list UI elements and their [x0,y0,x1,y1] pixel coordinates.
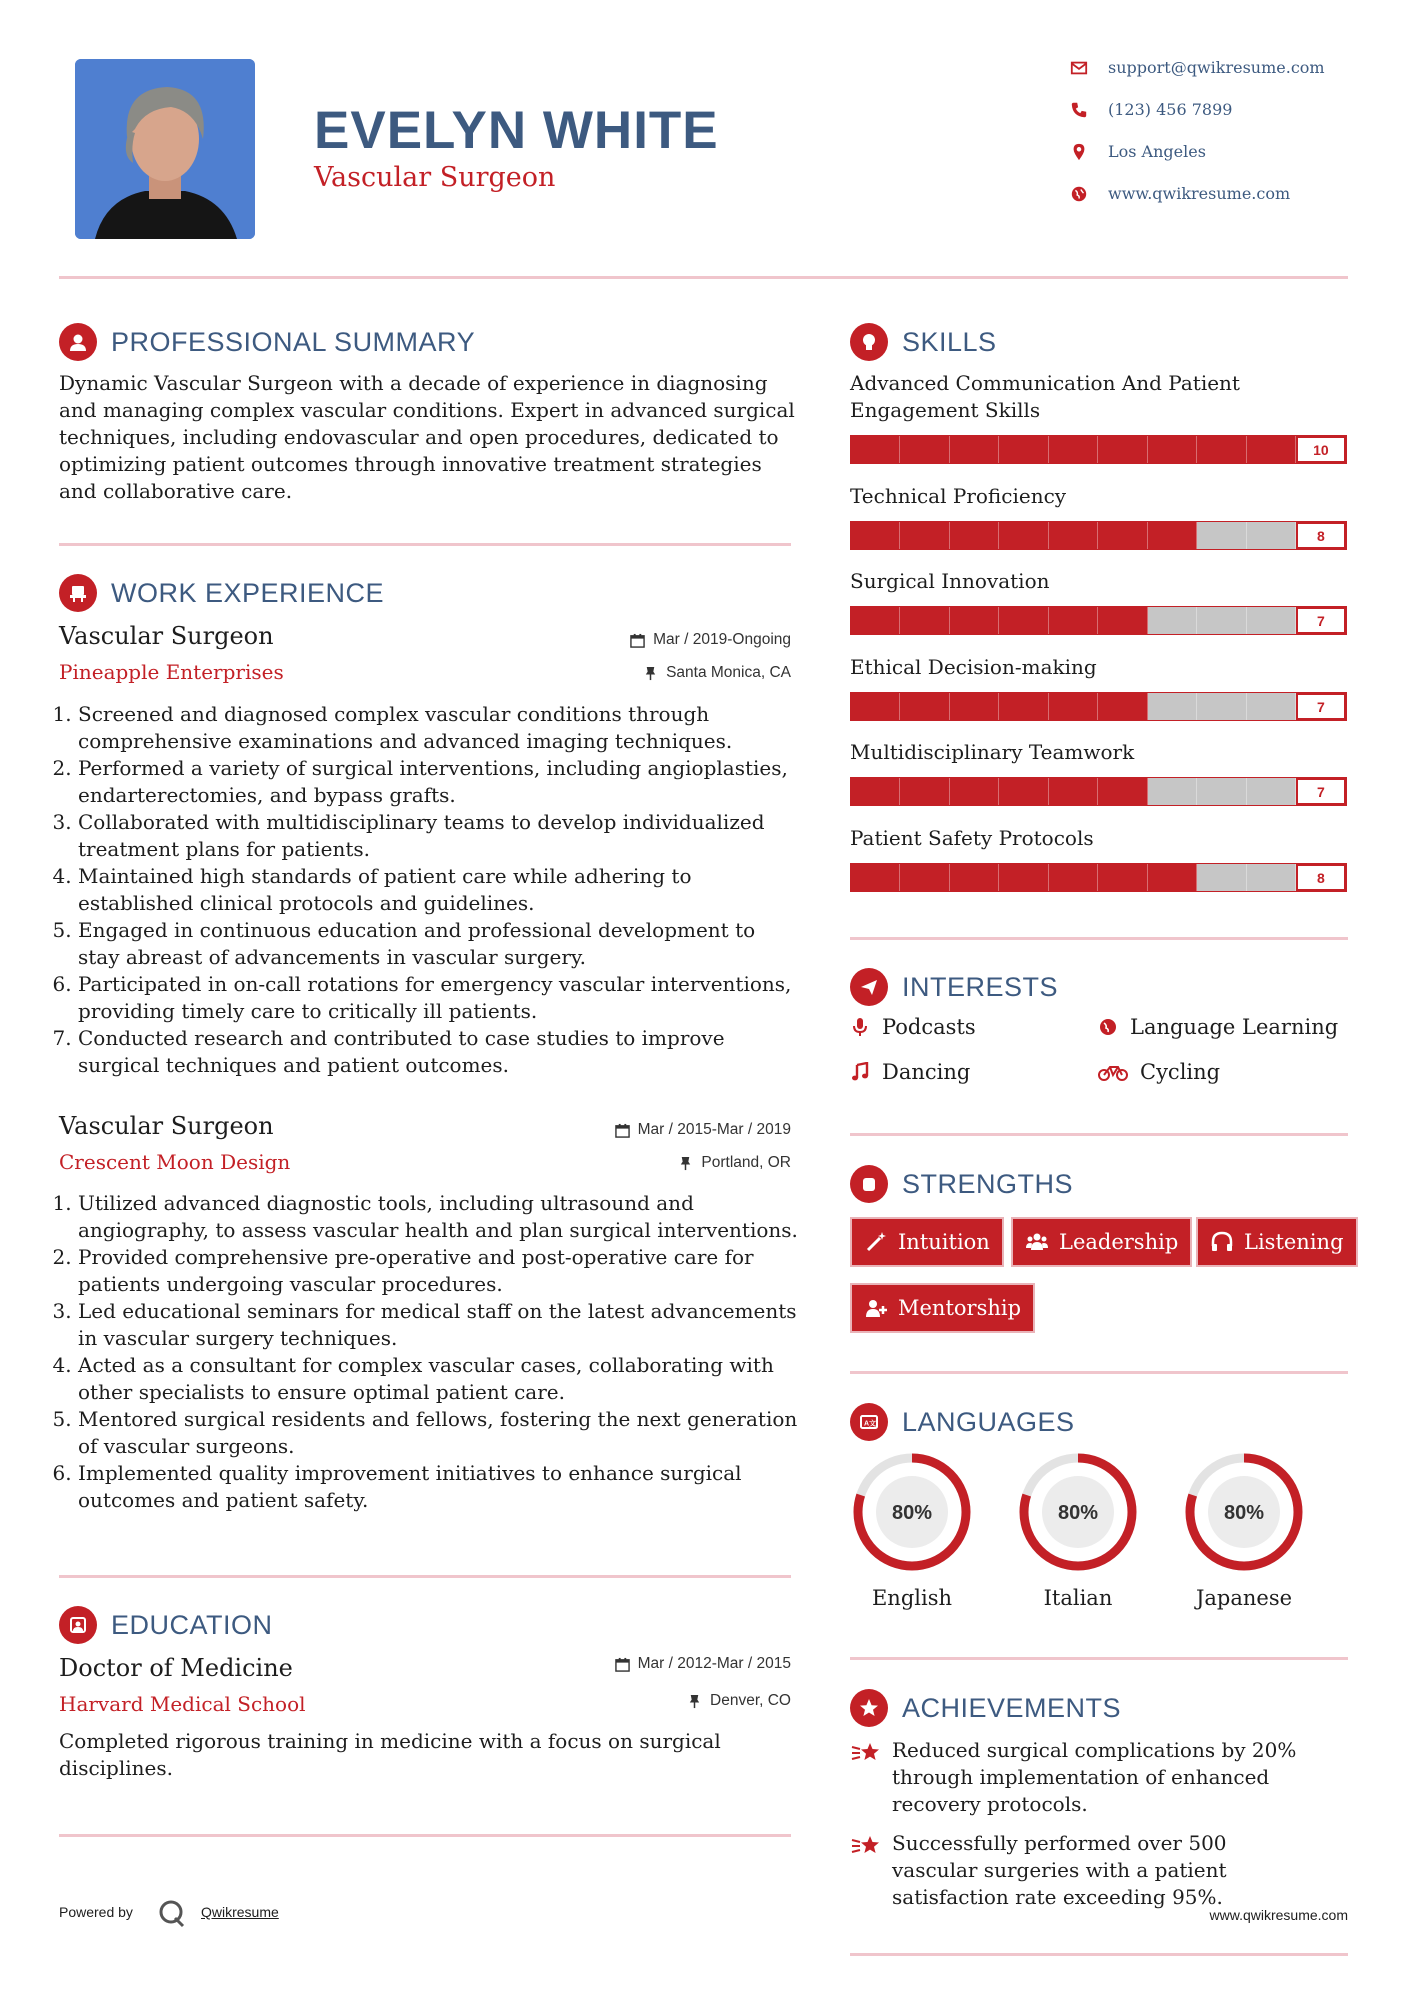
fist-icon [850,1165,888,1203]
interest-dancing [850,1060,970,1084]
list-item: 2. Performed a variety of surgical interventions, including angioplasties, endarterectomies, and bypass grafts. [78,755,799,809]
education-divider [59,1834,791,1837]
skill-bar-segment [1148,607,1197,634]
job-2-location [491,1154,791,1172]
achievement-item [850,1737,1310,1818]
job-2-date-text: Mar / 2015-Mar / 2019 [637,1121,791,1138]
summary-heading: PROFESSIONAL SUMMARY [111,327,476,357]
skill-bar-segment [999,522,1048,549]
calendar-icon [615,1657,630,1672]
skill-bar-segment [1197,778,1246,805]
svg-text:A文: A文 [864,1420,877,1428]
job-2-bullets [59,1190,799,1514]
skill-score: 7 [1296,778,1346,805]
list-item: 7. Conducted research and contributed to case studies to improve surgical techniques and patient outcomes. [78,1025,799,1079]
interest-label: Cycling [1140,1060,1221,1084]
skill-bar-segment [900,778,949,805]
strength-chip-leadership [1011,1217,1192,1267]
headphones-icon [1210,1230,1234,1254]
graduation-icon [59,1606,97,1644]
music-note-icon [850,1062,870,1082]
skill-bar-segment [900,436,949,463]
skill-label: Ethical Decision-making [850,655,1097,679]
user-icon [59,323,97,361]
powered-by-label: Powered by [59,1904,133,1920]
microphone-icon [850,1017,870,1037]
skill-bar-segment [950,693,999,720]
bicycle-icon [1098,1062,1128,1082]
skills-heading: SKILLS [902,327,997,357]
job-1-company: Pineapple Enterprises [59,660,284,684]
skill-bar [850,777,1347,806]
language-percent: 80% [1057,1502,1099,1524]
job-1-title: Vascular Surgeon [59,622,274,650]
skill-bar-segment [1098,693,1147,720]
skill-label: Surgical Innovation [850,569,1050,593]
skill-score: 10 [1296,436,1346,463]
education-text: Completed rigorous training in medicine with a focus on surgical disciplines. [59,1729,721,1780]
skill-bar-segment [1197,864,1246,891]
languages-heading: LANGUAGES [902,1407,1075,1437]
skill-bar-segment [1098,864,1147,891]
globe-icon [1070,185,1088,203]
calendar-icon [630,633,645,648]
skill-score: 8 [1296,522,1346,549]
footer-website[interactable]: www.qwikresume.com [1209,1907,1348,1923]
language-name: Japanese [1195,1586,1293,1610]
paper-plane-icon [850,968,888,1006]
map-pin-icon [1070,143,1088,161]
skill-label: Patient Safety Protocols [850,826,1094,850]
interest-label: Language Learning [1130,1015,1339,1039]
skill-bar-segment [900,607,949,634]
calendar-icon [615,1123,630,1138]
languages-divider [850,1657,1348,1660]
skill-bar-segment [851,607,900,634]
qwikresume-link[interactable]: Qwikresume [201,1904,279,1920]
summary-text: Dynamic Vascular Surgeon with a decade of experience in diagnosing and managing complex vascular conditions. Expert in advanced surgical techniques, including endovascular and open procedures, dedicated to optimizing patient outcomes through innovative treatment strategies and collaborative care. [59,371,795,503]
job-1-location-text: Santa Monica, CA [666,664,791,681]
skill-bar-segment [950,522,999,549]
list-item: 2. Provided comprehensive pre-operative and post-operative care for patients undergoing vascular procedures. [78,1244,799,1298]
education-location [491,1692,791,1710]
skill-bar-segment [999,436,1048,463]
skill-bar-segment [1247,778,1296,805]
strength-label: Intuition [898,1230,990,1254]
skill-bar-segment [950,864,999,891]
strength-label: Leadership [1059,1230,1179,1254]
location-text: Los Angeles [1108,142,1206,161]
skill-bar-segment [900,864,949,891]
list-item: 5. Engaged in continuous education and professional development to stay abreast of advancements in vascular surgery. [78,917,799,971]
job-2-company: Crescent Moon Design [59,1150,291,1174]
experience-divider [59,1575,791,1578]
job-2-title: Vascular Surgeon [59,1112,274,1140]
skill-bar-segment [999,607,1048,634]
shooting-star-icon [850,1737,882,1769]
skill-bar-segment [1148,778,1197,805]
skill-bar-segment [851,864,900,891]
interest-label: Podcasts [882,1015,976,1039]
contact-phone[interactable] [1070,100,1370,119]
candidate-title: Vascular Surgeon [314,162,556,193]
lightbulb-icon [850,323,888,361]
skill-bar-segment [851,522,900,549]
skill-bar-segment [1197,607,1246,634]
contact-location [1070,142,1370,161]
pushpin-icon [687,1694,702,1709]
job-1-date-text: Mar / 2019-Ongoing [653,631,791,648]
skill-bar-segment [851,693,900,720]
skill-bar [850,863,1347,892]
language-icon [850,1403,888,1441]
skill-bar-segment [999,693,1048,720]
education-date-text: Mar / 2012-Mar / 2015 [637,1655,791,1672]
skill-bar-segment [950,778,999,805]
strength-chip-intuition [850,1217,1004,1267]
language-item [1016,1450,1140,1610]
language-percent: 80% [1223,1502,1265,1524]
job-1-bullets [59,701,799,1079]
skill-bar-segment [1098,778,1147,805]
list-item: 6. Participated in on-call rotations for emergency vascular interventions, providing timely care to critically ill patients. [78,971,799,1025]
education-heading: EDUCATION [111,1610,273,1640]
skill-bar-segment [1098,522,1147,549]
skill-bar-segment [851,778,900,805]
profile-photo [75,59,255,239]
envelope-icon [1070,59,1088,77]
education-date [491,1655,791,1673]
skill-bar-segment [999,864,1048,891]
list-item: 1. Screened and diagnosed complex vascular conditions through comprehensive examinations and advanced imaging techniques. [78,701,799,755]
skill-bar-segment [1247,607,1296,634]
job-2-location-text: Portland, OR [701,1154,791,1171]
pushpin-icon [678,1156,693,1171]
users-icon [1025,1230,1049,1254]
skill-label: Multidisciplinary Teamwork [850,740,1135,764]
skill-bar-segment [1247,864,1296,891]
skill-bar-segment [1049,522,1098,549]
achievement-text: Reduced surgical complications by 20% through implementation of enhanced recovery protocols. [892,1738,1297,1816]
list-item: 6. Implemented quality improvement initiatives to enhance surgical outcomes and patient safety. [78,1460,799,1514]
skill-bar-segment [1148,522,1197,549]
header-divider [59,276,1348,279]
list-item: 3. Led educational seminars for medical staff on the latest advancements in vascular surgery techniques. [78,1298,799,1352]
skill-score: 7 [1296,607,1346,634]
strength-label: Mentorship [898,1296,1022,1320]
briefcase-icon [59,574,97,612]
avatar [75,59,255,239]
language-donut [850,1450,974,1574]
globe-icon [1098,1017,1118,1037]
list-item: 4. Maintained high standards of patient care while adhering to established clinical protocols and guidelines. [78,863,799,917]
skill-bar-segment [851,436,900,463]
skill-bar-segment [900,522,949,549]
job-1-location [491,664,791,682]
skill-bar-segment [1148,693,1197,720]
skill-label: Advanced Communication And Patient Engagement Skills [850,371,1240,422]
skill-score: 7 [1296,693,1346,720]
interest-label: Dancing [882,1060,971,1084]
language-donut [1182,1450,1306,1574]
contact-website[interactable] [1070,184,1370,203]
strength-label: Listening [1244,1230,1344,1254]
pushpin-icon [643,666,658,681]
language-name: Italian [1043,1586,1113,1610]
achievements-heading: ACHIEVEMENTS [902,1693,1122,1723]
candidate-name: EVELYN WHITE [314,101,719,160]
education-degree: Doctor of Medicine [59,1654,293,1682]
skill-bar-segment [1247,522,1296,549]
interest-cycling [1098,1060,1220,1084]
language-item [1182,1450,1306,1610]
achievement-item [850,1830,1310,1911]
summary-divider [59,543,791,546]
skill-bar [850,606,1347,635]
list-item: 3. Collaborated with multidisciplinary teams to develop individualized treatment plans for patients. [78,809,799,863]
job-2-date [491,1121,791,1139]
language-percent: 80% [891,1502,933,1524]
footer-divider [850,1953,1348,1956]
interests-heading: INTERESTS [902,972,1059,1002]
skill-label: Technical Proficiency [850,484,1067,508]
skill-bar-segment [1247,693,1296,720]
strength-chip-mentorship [850,1283,1035,1333]
interest-language-learning [1098,1015,1338,1039]
user-plus-icon [864,1296,888,1320]
skill-score: 8 [1296,864,1346,891]
skill-bar-segment [900,693,949,720]
language-name: English [871,1586,953,1610]
strength-chip-listening [1196,1217,1358,1267]
qwikresume-logo-icon [157,1898,187,1928]
phone-icon [1070,101,1088,119]
skill-bar-segment [1148,436,1197,463]
skill-bar-segment [950,436,999,463]
skill-bar [850,692,1347,721]
strengths-heading: STRENGTHS [902,1169,1074,1199]
experience-heading: WORK EXPERIENCE [111,578,385,608]
skill-bar [850,435,1347,464]
skill-bar-segment [1049,864,1098,891]
list-item: 5. Mentored surgical residents and fellows, fostering the next generation of vascular surgeons. [78,1406,799,1460]
education-school: Harvard Medical School [59,1692,306,1716]
phone-text: (123) 456 7899 [1108,100,1233,119]
star-badge-icon [850,1689,888,1727]
interests-divider [850,1133,1348,1136]
skill-bar-segment [1197,693,1246,720]
skill-bar-segment [1148,864,1197,891]
skill-bar-segment [1049,778,1098,805]
skill-bar-segment [1197,522,1246,549]
job-1-date [491,631,791,649]
skill-bar-segment [1098,607,1147,634]
skill-bar [850,521,1347,550]
language-donut [1016,1450,1140,1574]
skills-divider [850,937,1348,940]
email-text: support@qwikresume.com [1108,58,1325,77]
skill-bar-segment [1098,436,1147,463]
skill-bar-segment [950,607,999,634]
skill-bar-segment [999,778,1048,805]
skill-bar-segment [1247,436,1296,463]
magic-wand-icon [864,1230,888,1254]
interest-podcasts [850,1015,976,1039]
contact-email[interactable] [1070,58,1370,77]
education-location-text: Denver, CO [710,1692,791,1709]
list-item: 1. Utilized advanced diagnostic tools, including ultrasound and angiography, to assess vascular health and plan surgical interventions. [78,1190,799,1244]
skill-bar-segment [1049,436,1098,463]
skill-bar-segment [1049,607,1098,634]
skill-bar-segment [1197,436,1246,463]
achievement-text: Successfully performed over 500 vascular surgeries with a patient satisfaction rate exceeding 95%. [892,1831,1227,1909]
website-text: www.qwikresume.com [1108,184,1291,203]
strengths-divider [850,1371,1348,1374]
shooting-star-icon [850,1830,882,1862]
skill-bar-segment [1049,693,1098,720]
language-item [850,1450,974,1610]
list-item: 4. Acted as a consultant for complex vascular cases, collaborating with other specialists to ensure optimal patient care. [78,1352,799,1406]
